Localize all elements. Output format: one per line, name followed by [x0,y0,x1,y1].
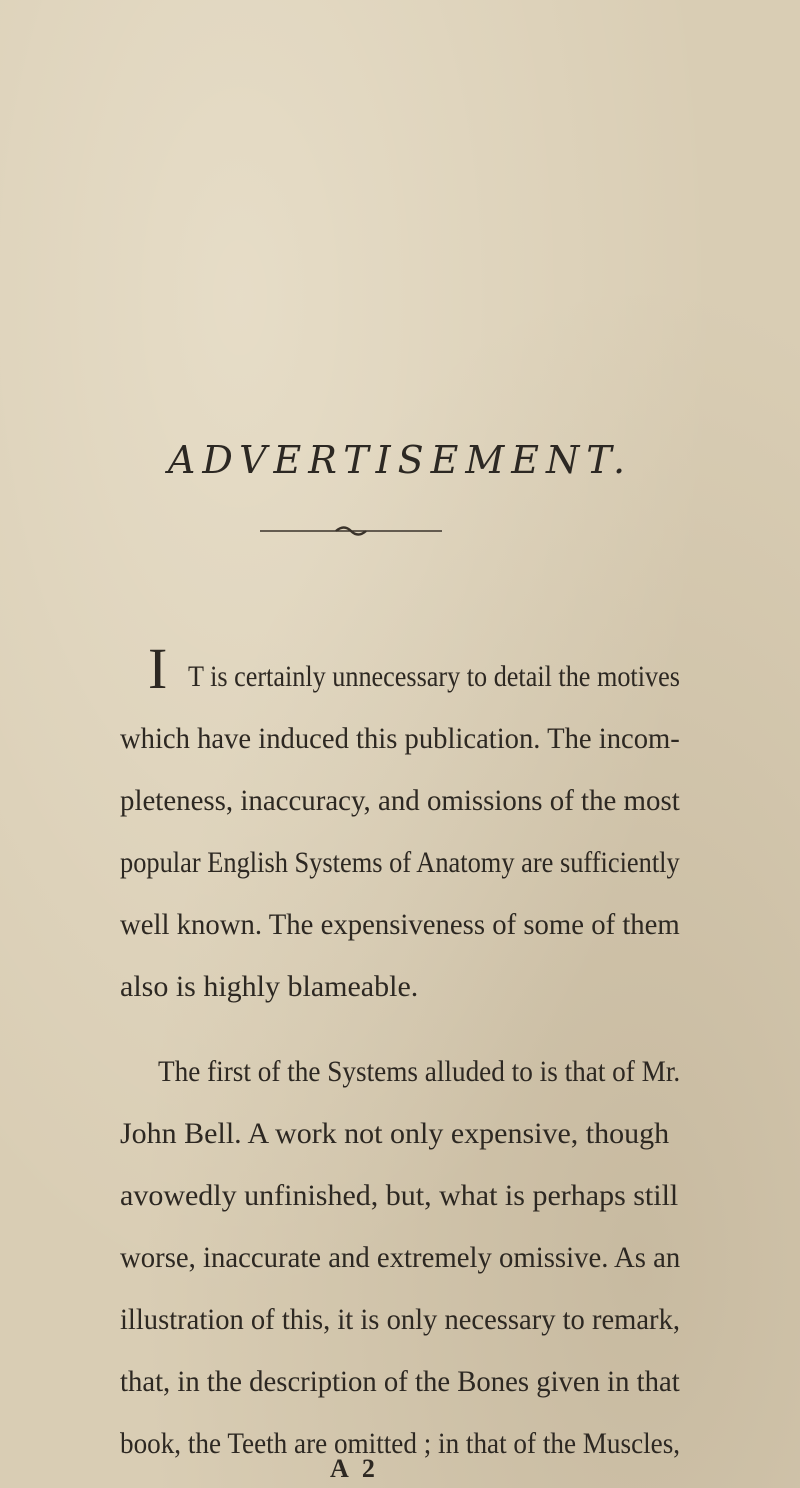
paragraph-line: avowedly unfinished, but, what is perhaps still [120,1179,679,1212]
paragraph-line: which have induced this publication. The incom- [120,722,680,755]
paragraph-line: illustration of this, it is only necessary to remark, [120,1303,680,1336]
paragraph-line: well known. The expensiveness of some of them [120,908,680,941]
paragraph-line: book, the Teeth are omitted ; in that of the Muscles, [120,1427,681,1460]
paragraph-line: pleteness, inaccuracy, and omissions of the most [120,784,680,817]
ornamental-rule [258,520,444,542]
paragraph-line: John Bell. A work not only expensive, though [120,1117,670,1150]
drop-cap: I [148,636,168,701]
paragraph-line: popular English Systems of Anatomy are sufficiently [120,846,680,879]
paragraph-line: T is certainly unnecessary to detail the motives [188,660,680,693]
page-heading: ADVERTISEMENT. [167,438,633,482]
signature-mark: A 2 [330,1454,379,1483]
paragraph-line: The first of the Systems alluded to is that of Mr. [158,1055,681,1088]
paragraph-line: worse, inaccurate and extremely omissive. As an [120,1241,681,1274]
paragraph-line: also is highly blameable. [120,970,419,1003]
paragraph-line: that, in the description of the Bones given in that [120,1365,680,1398]
